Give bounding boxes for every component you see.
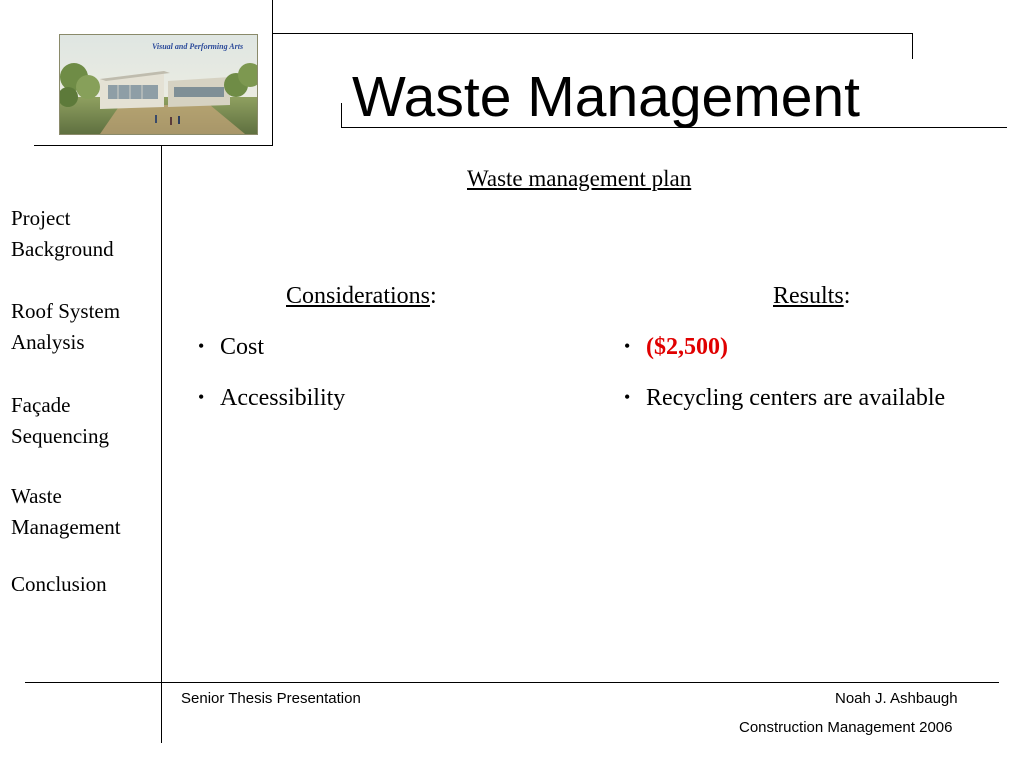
list-item <box>624 385 945 412</box>
slide-subtitle: Waste management plan <box>467 166 692 191</box>
sidebar-item-roof-system-analysis[interactable]: Roof System Analysis <box>11 299 121 354</box>
frame-line-footer <box>25 682 999 683</box>
considerations-item-text: Cost <box>220 334 265 360</box>
list-item <box>624 334 728 361</box>
list-item <box>198 385 345 412</box>
building-rendering-image <box>59 34 258 135</box>
footer-author: Noah J. Ashbaugh <box>835 690 958 707</box>
bullet-icon: • <box>624 387 631 407</box>
sidebar-item-project-background[interactable]: Project Background <box>11 206 114 261</box>
frame-line-top <box>272 33 913 34</box>
results-heading-text: Results <box>773 283 844 309</box>
results-item-text: Recycling centers are available <box>646 385 946 411</box>
considerations-heading <box>286 283 437 310</box>
bullet-icon: • <box>198 336 205 356</box>
considerations-heading-text: Considerations <box>286 283 430 309</box>
footer-program: Construction Management 2006 <box>739 719 953 736</box>
list-item <box>198 334 264 361</box>
frame-line-logo-bottom <box>34 145 273 146</box>
sidebar-item-waste-management[interactable]: Waste Management <box>11 484 121 539</box>
footer-presentation-label: Senior Thesis Presentation <box>181 690 361 707</box>
sidebar-item-conclusion[interactable]: Conclusion <box>11 572 107 596</box>
considerations-item-text: Accessibility <box>220 385 346 411</box>
bullet-icon: • <box>198 387 205 407</box>
bullet-icon: • <box>624 336 631 356</box>
slide-title: Waste Management <box>352 65 860 129</box>
frame-line-top-right-tick <box>912 33 913 59</box>
frame-line-vertical-logo <box>272 0 273 146</box>
considerations-heading-colon: : <box>430 283 437 309</box>
frame-line-title-tick <box>341 103 342 128</box>
thumbnail-caption: Visual and Performing Arts <box>152 42 244 51</box>
frame-line-sidebar <box>161 145 162 743</box>
results-cost-value: ($2,500) <box>646 334 728 360</box>
sidebar-item-facade-sequencing[interactable]: Façade Sequencing <box>11 393 109 448</box>
results-heading <box>773 283 850 310</box>
results-heading-colon: : <box>843 283 851 309</box>
